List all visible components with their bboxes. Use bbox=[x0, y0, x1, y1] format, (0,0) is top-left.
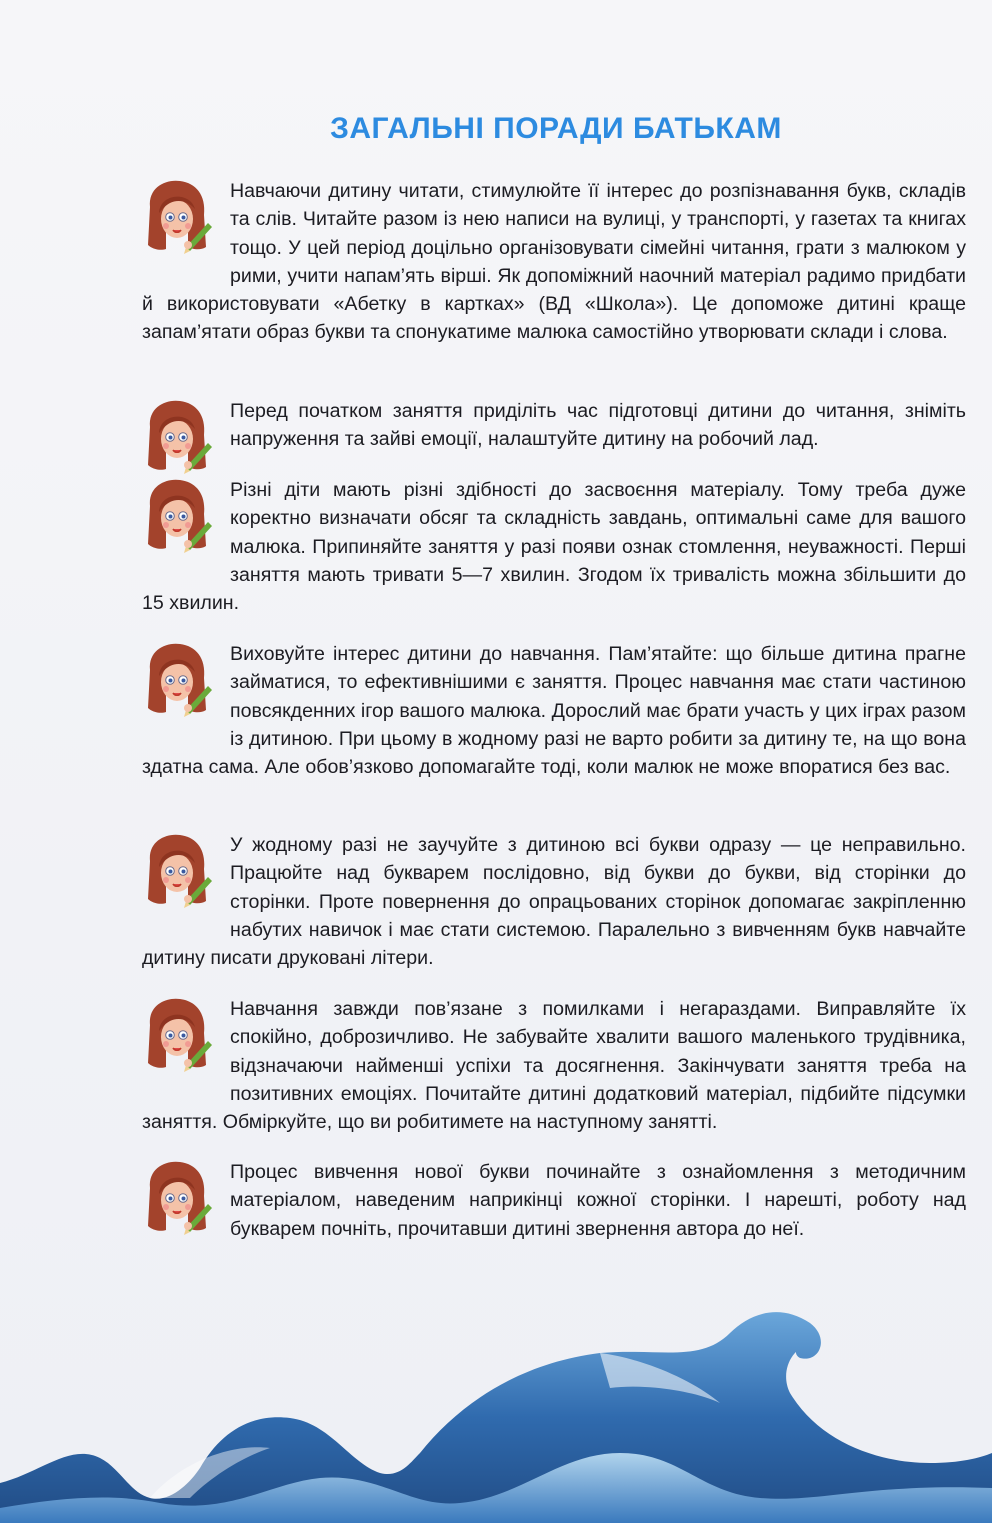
waves-decoration bbox=[0, 1293, 992, 1523]
tip-6 bbox=[142, 995, 966, 1136]
tip-7 bbox=[142, 1158, 966, 1246]
tip-5 bbox=[142, 831, 966, 972]
girl-face-icon bbox=[142, 397, 230, 485]
tip-text: Різні діти мають різні здібності до засвоєння матеріалу. Тому треба дуже коректно визначати обсяг та складність завдань, оптимальні саме для вашого малюка. Припиняйте заняття у разі появи ознак стомлення, неуважності. Перші заняття мають тривати 5—7 хвилин. Згодом їх тривалість можна збільшити до 15 хвилин. bbox=[142, 479, 966, 615]
tip-text: Перед початком заняття приділіть час підготовці дитини до читання, зніміть напруження та зайві емоції, налаштуйте дитину на робочий лад. bbox=[230, 400, 966, 451]
girl-face-icon bbox=[142, 476, 230, 564]
tip-3 bbox=[142, 476, 966, 617]
tip-text: У жодному разі не заучуйте з дитиною всі букви одразу — це неправильно. Працюйте над букварем послідовно, від букви до букви, від сторінки до сторінки. Проте повернення до опрацьованих сторінок допомагає закріпленню набутих навичок і має стати системою. Паралельно з вивченням букв навчайте дитину писати друковані літери. bbox=[142, 834, 966, 970]
tip-1 bbox=[142, 177, 966, 347]
tip-4 bbox=[142, 640, 966, 781]
page-title: ЗАГАЛЬНІ ПОРАДИ БАТЬКАМ bbox=[330, 112, 782, 145]
girl-face-icon bbox=[142, 177, 230, 265]
girl-face-icon bbox=[142, 831, 230, 919]
girl-face-icon bbox=[142, 1158, 230, 1246]
tip-2 bbox=[142, 397, 966, 485]
tip-text: Навчаючи дитину читати, стимулюйте її інтерес до розпізнавання букв, складів та слів. Читайте разом із нею написи на вулиці, у транспорті, у газетах та книгах тощо. У цей період доцільно організовувати сімейні читання, грати з малюком у рими, учити напам’ять вірші. Як допоміжний наочний матеріал радимо придбати й використовувати «Абетку в картках» (ВД «Школа»). Це допоможе дитині краще запам’ятати образ букви та спонукатиме малюка самостійно утворювати склади і слова. bbox=[142, 180, 966, 344]
tip-text: Виховуйте інтерес дитини до навчання. Пам’ятайте: що більше дитина прагне займатися, то ефективнішими є заняття. Процес навчання має стати частиною повсякденних ігор вашого малюка. Дорослий має брати участь у цих іграх разом із дитиною. При цьому в жодному разі не варто робити за дитину те, на що вона здатна сама. Але обов’язково допомагайте тоді, коли малюк не може впоратися без вас. bbox=[142, 643, 966, 779]
girl-face-icon bbox=[142, 995, 230, 1083]
tip-text: Процес вивчення нової букви починайте з ознайомлення з методичним матеріалом, наведеним наприкінці кожної сторінки. І нарешті, роботу над букварем почніть, прочитавши дитині звернення автора до неї. bbox=[230, 1161, 966, 1240]
tip-text: Навчання завжди пов’язане з помилками і негараздами. Виправляйте їх спокійно, доброзичливо. Не забувайте хвалити вашого маленького трудівника, відзначаючи найменші успіхи та досягнення. Закінчувати заняття треба на позитивних емоціях. Почитайте дитині додатковий матеріал, підбийте підсумки заняття. Обміркуйте, що ви робитимете на наступному занятті. bbox=[142, 998, 966, 1134]
girl-face-icon bbox=[142, 640, 230, 728]
